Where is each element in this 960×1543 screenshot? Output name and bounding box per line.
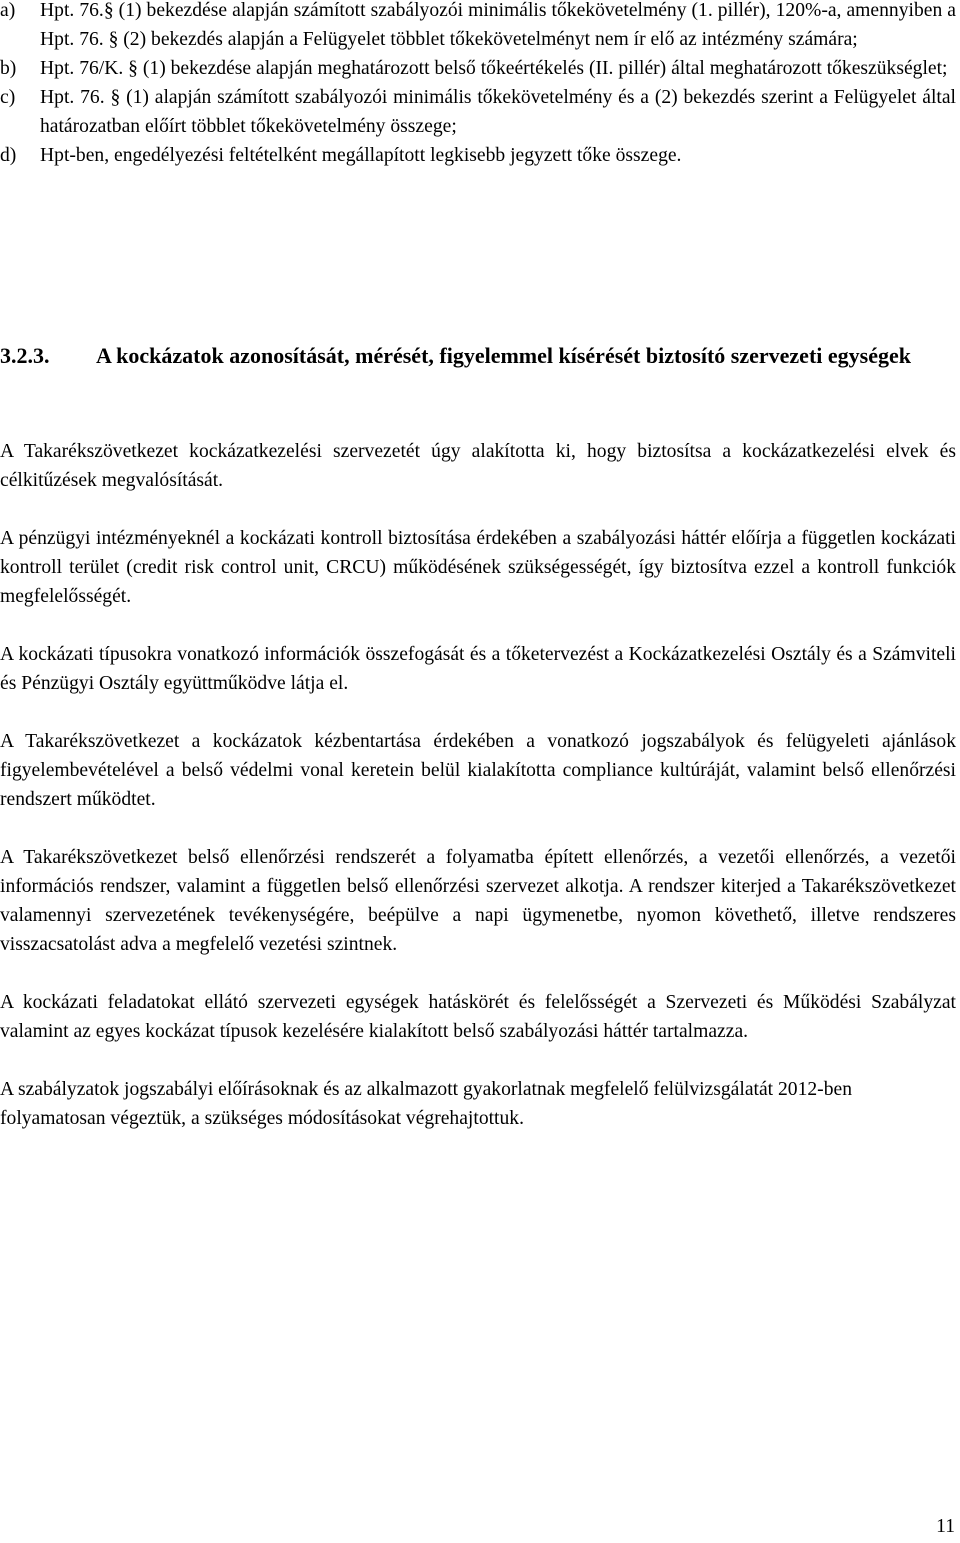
section-number: 3.2.3. [0, 343, 50, 368]
list-marker: b) [0, 58, 17, 79]
list-marker: c) [0, 87, 16, 108]
list-item-a [0, 0, 956, 54]
section-body [0, 437, 956, 1162]
paragraph: A szabályzatok jogszabályi előírásoknak és az alkalmazott gyakorlatnak megfelelő felülvizsgálatát 2012-ben folyamatosan végeztük, a szükséges módosításokat végrehajtottuk. [0, 1079, 853, 1129]
paragraph: A Takarékszövetkezet belső ellenőrzési rendszerét a folyamatba épített ellenőrzés, a vezetői ellenőrzés, a vezetői információs rendszer, valamint a független belső ellenőrzési szervezet alkotja. A rendszer kiterjed a Takarékszövetkezet valamennyi szervezetének tevékenységére, beépülve a napi ügymenetbe, nyomon követhető, illetve rendszeres visszacsatolást adva a megfelelő vezetési szintnek. [0, 847, 956, 955]
list-item-text: Hpt. 76.§ (1) bekezdése alapján számított szabályozói minimális tőkekövetelmény (1. pillér), 120%-a, amennyiben a Hpt. 76. § (2) bekezdés alapján a Felügyelet többlet tőkekövetelményt nem ír elő az intézmény számára; [40, 0, 956, 50]
list-marker: a) [0, 0, 16, 21]
paragraph: A kockázati típusokra vonatkozó információk összefogását és a tőketervezést a Kockázatkezelési Osztály és a Számviteli és Pénzügyi Osztály együttműködve látja el. [0, 644, 956, 694]
list-item-d [0, 141, 956, 170]
paragraph: A Takarékszövetkezet a kockázatok kézbentartása érdekében a vonatkozó jogszabályok és felügyeleti ajánlások figyelembevételével a belső védelmi vonal keretein belül kialakította compliance kultúráját, valamint belső ellenőrzési rendszert működtet. [0, 731, 956, 810]
paragraph: A pénzügyi intézményeknél a kockázati kontroll biztosítása érdekében a szabályozási háttér előírja a független kockázati kontroll terület (credit risk control unit, CRCU) működésének szükségességét, így biztosítva ezzel a kontroll funkciók megfelelősségét. [0, 528, 956, 607]
section-title: A kockázatok azonosítását, mérését, figyelemmel kísérését biztosító szervezeti egységek [96, 343, 911, 368]
list-item-b [0, 54, 956, 83]
requirement-list [0, 0, 956, 170]
section-heading [0, 340, 956, 371]
page-number: 11 [936, 1516, 955, 1537]
list-item-text: Hpt. 76/K. § (1) bekezdése alapján meghatározott belső tőkeértékelés (II. pillér) által meghatározott tőkeszükséglet; [40, 58, 948, 79]
list-item-text: Hpt. 76. § (1) alapján számított szabályozói minimális tőkekövetelmény és a (2) bekezdés szerint a Felügyelet által határozatban előírt többlet tőkekövetelmény összege; [40, 87, 956, 137]
paragraph: A Takarékszövetkezet kockázatkezelési szervezetét úgy alakította ki, hogy biztosítsa a kockázatkezelési elvek és célkitűzések megvalósítását. [0, 441, 956, 491]
list-item-c [0, 83, 956, 141]
list-marker: d) [0, 145, 17, 166]
list-item-text: Hpt-ben, engedélyezési feltételként megállapított legkisebb jegyzett tőke összege. [40, 145, 682, 166]
paragraph: A kockázati feladatokat ellátó szervezeti egységek hatáskörét és felelősségét a Szervezeti és Működési Szabályzat valamint az egyes kockázat típusok kezelésére kialakított belső szabályozási háttér tartalmazza. [0, 992, 956, 1042]
